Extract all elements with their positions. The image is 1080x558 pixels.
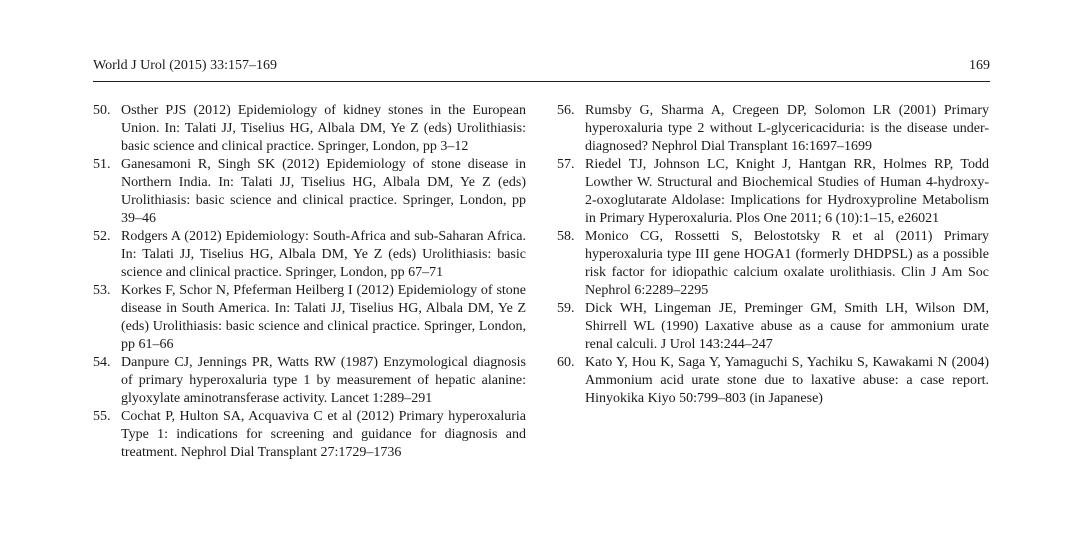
reference-item xyxy=(93,282,526,354)
reference-item xyxy=(557,102,989,156)
reference-item xyxy=(93,354,526,408)
page-number: 169 xyxy=(969,58,990,73)
reference-text: Rodgers A (2012) Epidemiology: South-Africa and sub-Saharan Africa. In: Talati JJ, Tiselius HG, Albala DM, Ye Z (eds) Urolithiasis: basic science and clinical practice. Springer, London, pp 67–71 xyxy=(121,229,526,280)
references-left-column xyxy=(93,102,526,462)
reference-number: 54. xyxy=(93,355,111,370)
reference-number: 52. xyxy=(93,229,111,244)
references-right-column xyxy=(557,102,989,408)
running-header xyxy=(93,58,990,78)
reference-number: 56. xyxy=(557,103,575,118)
reference-item xyxy=(557,228,989,300)
reference-number: 50. xyxy=(93,103,111,118)
reference-text: Osther PJS (2012) Epidemiology of kidney stones in the European Union. In: Talati JJ, Tiselius HG, Albala DM, Ye Z (eds) Urolithiasis: basic science and clinical practice. Springer, London, pp 3–12 xyxy=(121,103,526,154)
reference-item xyxy=(557,300,989,354)
reference-item xyxy=(93,408,526,462)
reference-item xyxy=(93,102,526,156)
reference-number: 57. xyxy=(557,157,575,172)
reference-number: 55. xyxy=(93,409,111,424)
reference-number: 51. xyxy=(93,157,111,172)
header-rule xyxy=(93,81,990,82)
reference-item xyxy=(93,156,526,228)
reference-number: 58. xyxy=(557,229,575,244)
reference-text: Kato Y, Hou K, Saga Y, Yamaguchi S, Yachiku S, Kawakami N (2004) Ammonium acid urate stone due to laxative abuse: a case report. Hinyokika Kiyo 50:799–803 (in Japanese) xyxy=(585,355,989,406)
reference-number: 59. xyxy=(557,301,575,316)
reference-text: Rumsby G, Sharma A, Cregeen DP, Solomon LR (2001) Primary hyperoxaluria type 2 without L-glycericaciduria: is the disease under-diagnosed? Nephrol Dial Transplant 16:1697–1699 xyxy=(585,103,989,154)
reference-text: Korkes F, Schor N, Pfeferman Heilberg I (2012) Epidemiology of stone disease in South America. In: Talati JJ, Tiselius HG, Albala DM, Ye Z (eds) Urolithiasis: basic science and clinical practice. Springer, London, pp 61–66 xyxy=(121,283,526,352)
reference-text: Riedel TJ, Johnson LC, Knight J, Hantgan RR, Holmes RP, Todd Lowther W. Structural and Biochemical Studies of Human 4-hydroxy-2-oxoglutarate Aldolase: Implications for Hydroxyproline Metabolism in Primary Hyperoxaluria. Plos One 2011; 6 (10):1–15, e26021 xyxy=(585,157,989,226)
reference-text: Ganesamoni R, Singh SK (2012) Epidemiology of stone disease in Northern India. In: Talati JJ, Tiselius HG, Albala DM, Ye Z (eds) Urolithiasis: basic science and clinical practice. Springer, London, pp 39–46 xyxy=(121,157,526,226)
reference-number: 53. xyxy=(93,283,111,298)
reference-text: Dick WH, Lingeman JE, Preminger GM, Smith LH, Wilson DM, Shirrell WL (1990) Laxative abuse as a cause for ammonium urate renal calculi. J Urol 143:244–247 xyxy=(585,301,989,352)
reference-number: 60. xyxy=(557,355,575,370)
journal-citation: World J Urol (2015) 33:157–169 xyxy=(93,58,277,73)
reference-item xyxy=(557,156,989,228)
reference-text: Cochat P, Hulton SA, Acquaviva C et al (2012) Primary hyperoxaluria Type 1: indications for screening and guidance for diagnosis and treatment. Nephrol Dial Transplant 27:1729–1736 xyxy=(121,409,526,460)
reference-item xyxy=(93,228,526,282)
reference-item xyxy=(557,354,989,408)
reference-text: Danpure CJ, Jennings PR, Watts RW (1987) Enzymological diagnosis of primary hyperoxaluria type 1 by measurement of hepatic alanine: glyoxylate aminotransferase activity. Lancet 1:289–291 xyxy=(121,355,526,406)
reference-text: Monico CG, Rossetti S, Belostotsky R et al (2011) Primary hyperoxaluria type III gene HOGA1 (formerly DHDPSL) as a possible risk factor for idiopathic calcium oxalate urolithiasis. Clin J Am Soc Nephrol 6:2289–2295 xyxy=(585,229,989,298)
